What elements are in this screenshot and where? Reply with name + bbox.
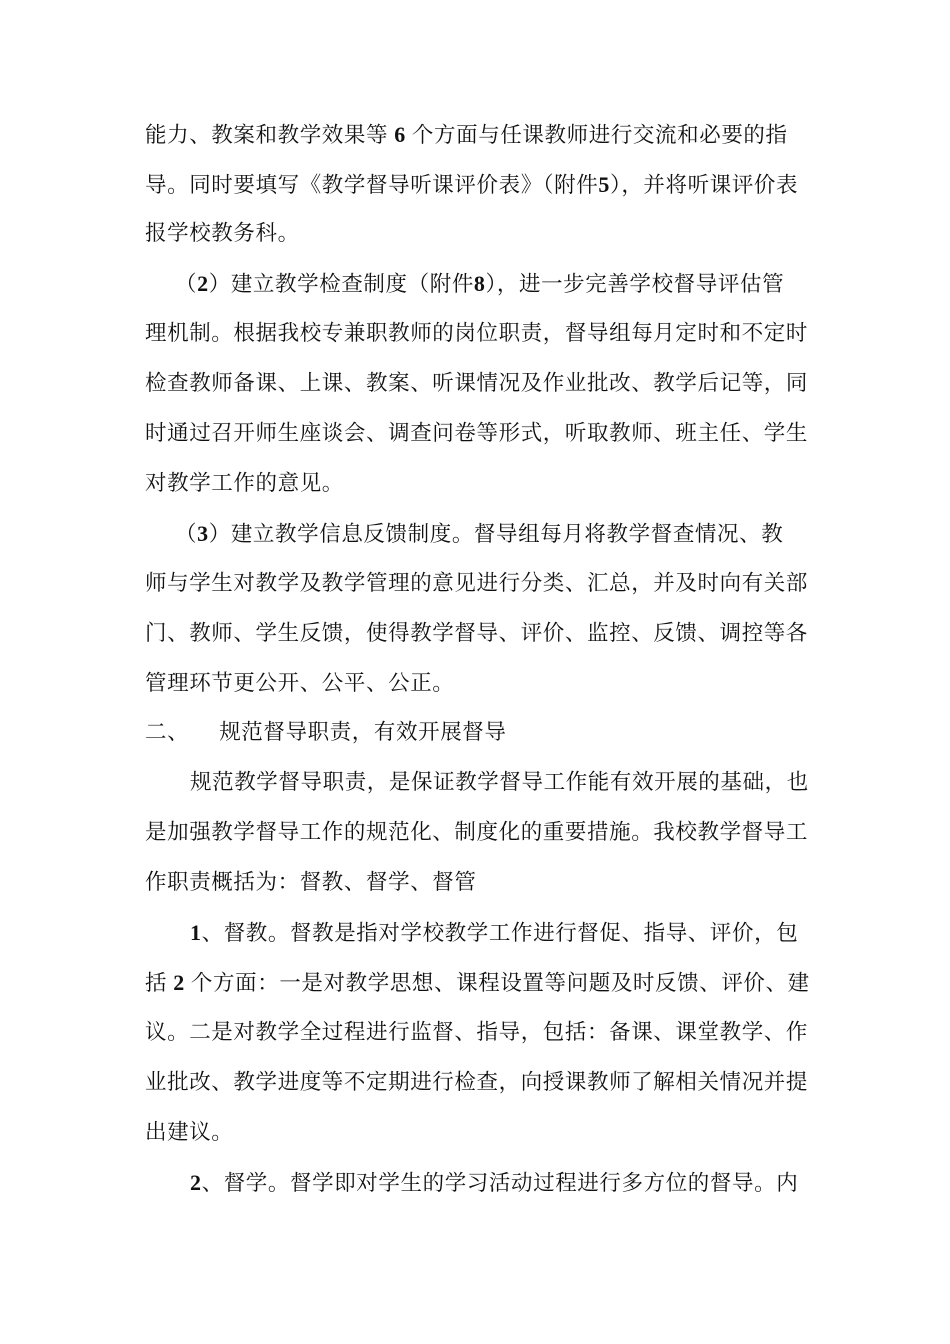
text-line-9: （3）建立教学信息反馈制度。督导组每月将教学督查情况、教 xyxy=(175,521,784,547)
text-line-3: 报学校教务科。 xyxy=(145,221,300,246)
text-line-8: 对教学工作的意见。 xyxy=(145,471,344,496)
text-line-4: （2）建立教学检查制度（附件8），进一步完善学校督导评估管 xyxy=(175,271,785,297)
section-heading: 二、 规范督导职责，有效开展督导 xyxy=(145,720,507,745)
text-line-12: 管理环节更公开、公平、公正。 xyxy=(145,671,455,696)
text-line-2: 导。同时要填写《教学督导听课评价表》（附件5），并将听课评价表 xyxy=(145,172,799,198)
text-line-11: 门、教师、学生反馈，使得教学督导、评价、监控、反馈、调控等各 xyxy=(145,621,809,646)
text-line-5: 理机制。根据我校专兼职教师的岗位职责，督导组每月定时和不定时 xyxy=(145,321,809,346)
text-line-18: 括 2 个方面：一是对教学思想、课程设置等问题及时反馈、评价、建 xyxy=(145,970,810,996)
text-line-22: 2、督学。督学即对学生的学习活动过程进行多方位的督导。内 xyxy=(190,1170,799,1196)
text-line-1: 能力、教案和教学效果等 6 个方面与任课教师进行交流和必要的指 xyxy=(145,122,788,148)
text-line-16: 作职责概括为：督教、督学、督管 xyxy=(145,870,477,895)
text-line-7: 时通过召开师生座谈会、调查问卷等形式，听取教师、班主任、学生 xyxy=(145,421,809,446)
text-line-6: 检查教师备课、上课、教案、听课情况及作业批改、教学后记等，同 xyxy=(145,371,809,396)
text-line-14: 规范教学督导职责，是保证教学督导工作能有效开展的基础，也 xyxy=(190,770,809,795)
text-line-20: 业批改、教学进度等不定期进行检查，向授课教师了解相关情况并提 xyxy=(145,1070,809,1095)
text-line-19: 议。二是对教学全过程进行监督、指导，包括：备课、课堂教学、作 xyxy=(145,1020,809,1045)
text-line-15: 是加强教学督导工作的规范化、制度化的重要措施。我校教学督导工 xyxy=(145,820,809,845)
text-line-10: 师与学生对教学及教学管理的意见进行分类、汇总，并及时向有关部 xyxy=(145,571,809,596)
text-line-17: 1、督教。督教是指对学校教学工作进行督促、指导、评价，包 xyxy=(190,920,799,946)
text-line-21: 出建议。 xyxy=(145,1120,234,1145)
